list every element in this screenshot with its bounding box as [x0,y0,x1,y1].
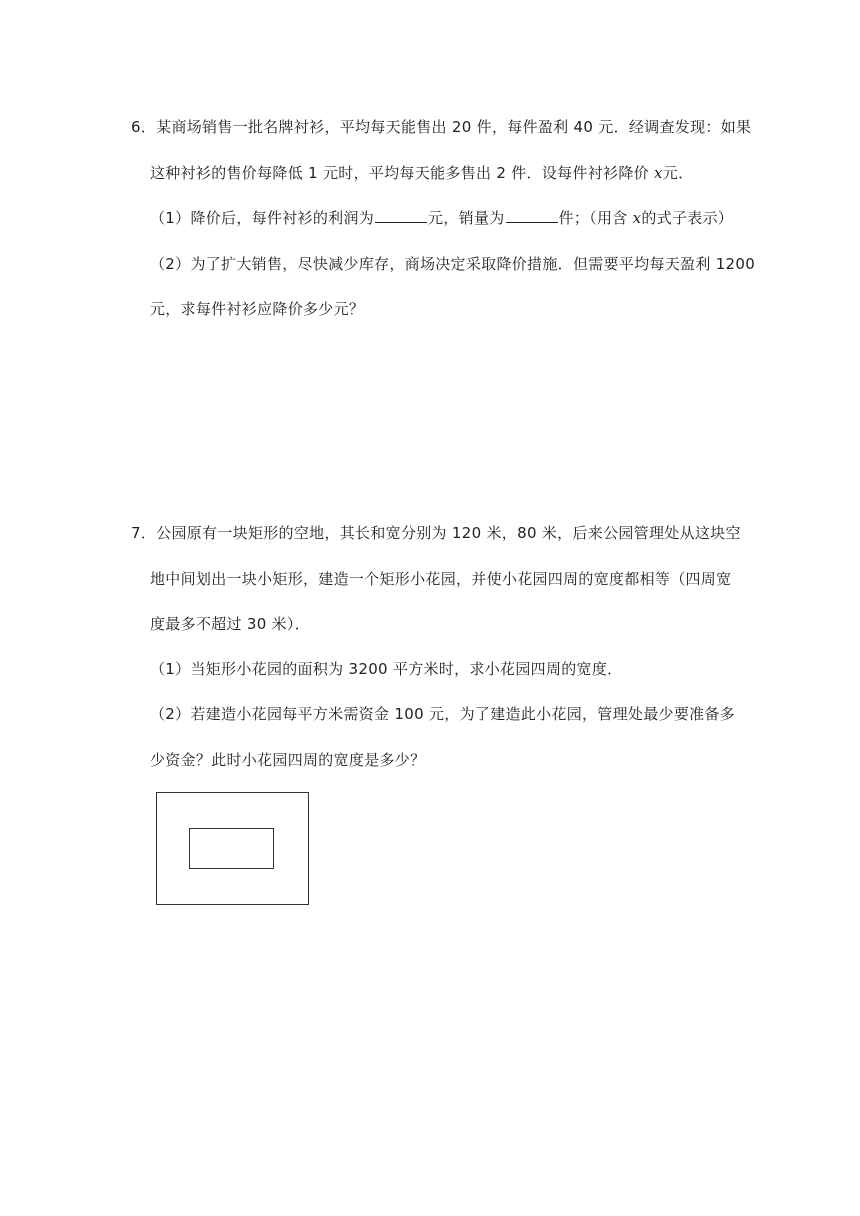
problem7-line2: 地中间划出一块小矩形，建造一个矩形小花园，并使小花园四周的宽度都相等（四周宽 [150,570,732,588]
problem7-question2-line1: （2）若建造小花园每平方米需资金 100 元，为了建造此小花园，管理处最少要准备多 [150,705,736,723]
problem6-q1-text-c: 件；（用含 [558,209,633,227]
problem7-line1: 7．公园原有一块矩形的空地，其长和宽分别为 120 米，80 米，后来公园管理处从这块空 [131,524,741,542]
problem6-q1-text-a: （1）降价后，每件衬衫的利润为 [150,209,375,227]
problem7-line3: 度最多不超过 30 米）． [150,615,311,633]
problem6-line1: 6．某商场销售一批名牌衬衫，平均每天能售出 20 件，每件盈利 40 元．经调查发现：如果 [131,118,752,136]
problem7-question1: （1）当矩形小花园的面积为 3200 平方米时，求小花园四周的宽度． [150,660,623,678]
problem6-line2-text-b: 元． [662,164,694,182]
problem6-question1 [150,208,733,228]
problem6-q1-text-d: 的式子表示） [641,209,734,227]
answer-blank-sales[interactable] [506,208,558,223]
problem6-question2-line2: 元，求每件衬衫应降价多少元？ [150,300,365,318]
answer-blank-profit[interactable] [375,208,427,223]
problem6-line2-variable: x [654,164,663,182]
problem6-question2-line1: （2）为了扩大销售，尽快减少库存，商场决定采取降价措施．但需要平均每天盈利 1200 [150,255,756,273]
problem6-line2-text-a: 这种衬衫的售价每降低 1 元时，平均每天能多售出 2 件．设每件衬衫降价 [150,164,655,182]
problem6-line2 [150,163,693,183]
problem6-q1-variable: x [632,209,642,227]
problem7-question2-line2: 少资金？此时小花园四周的宽度是多少？ [150,751,426,769]
garden-inner-rectangle [189,828,274,869]
problem6-q1-text-b: 元，销量为 [428,209,505,227]
